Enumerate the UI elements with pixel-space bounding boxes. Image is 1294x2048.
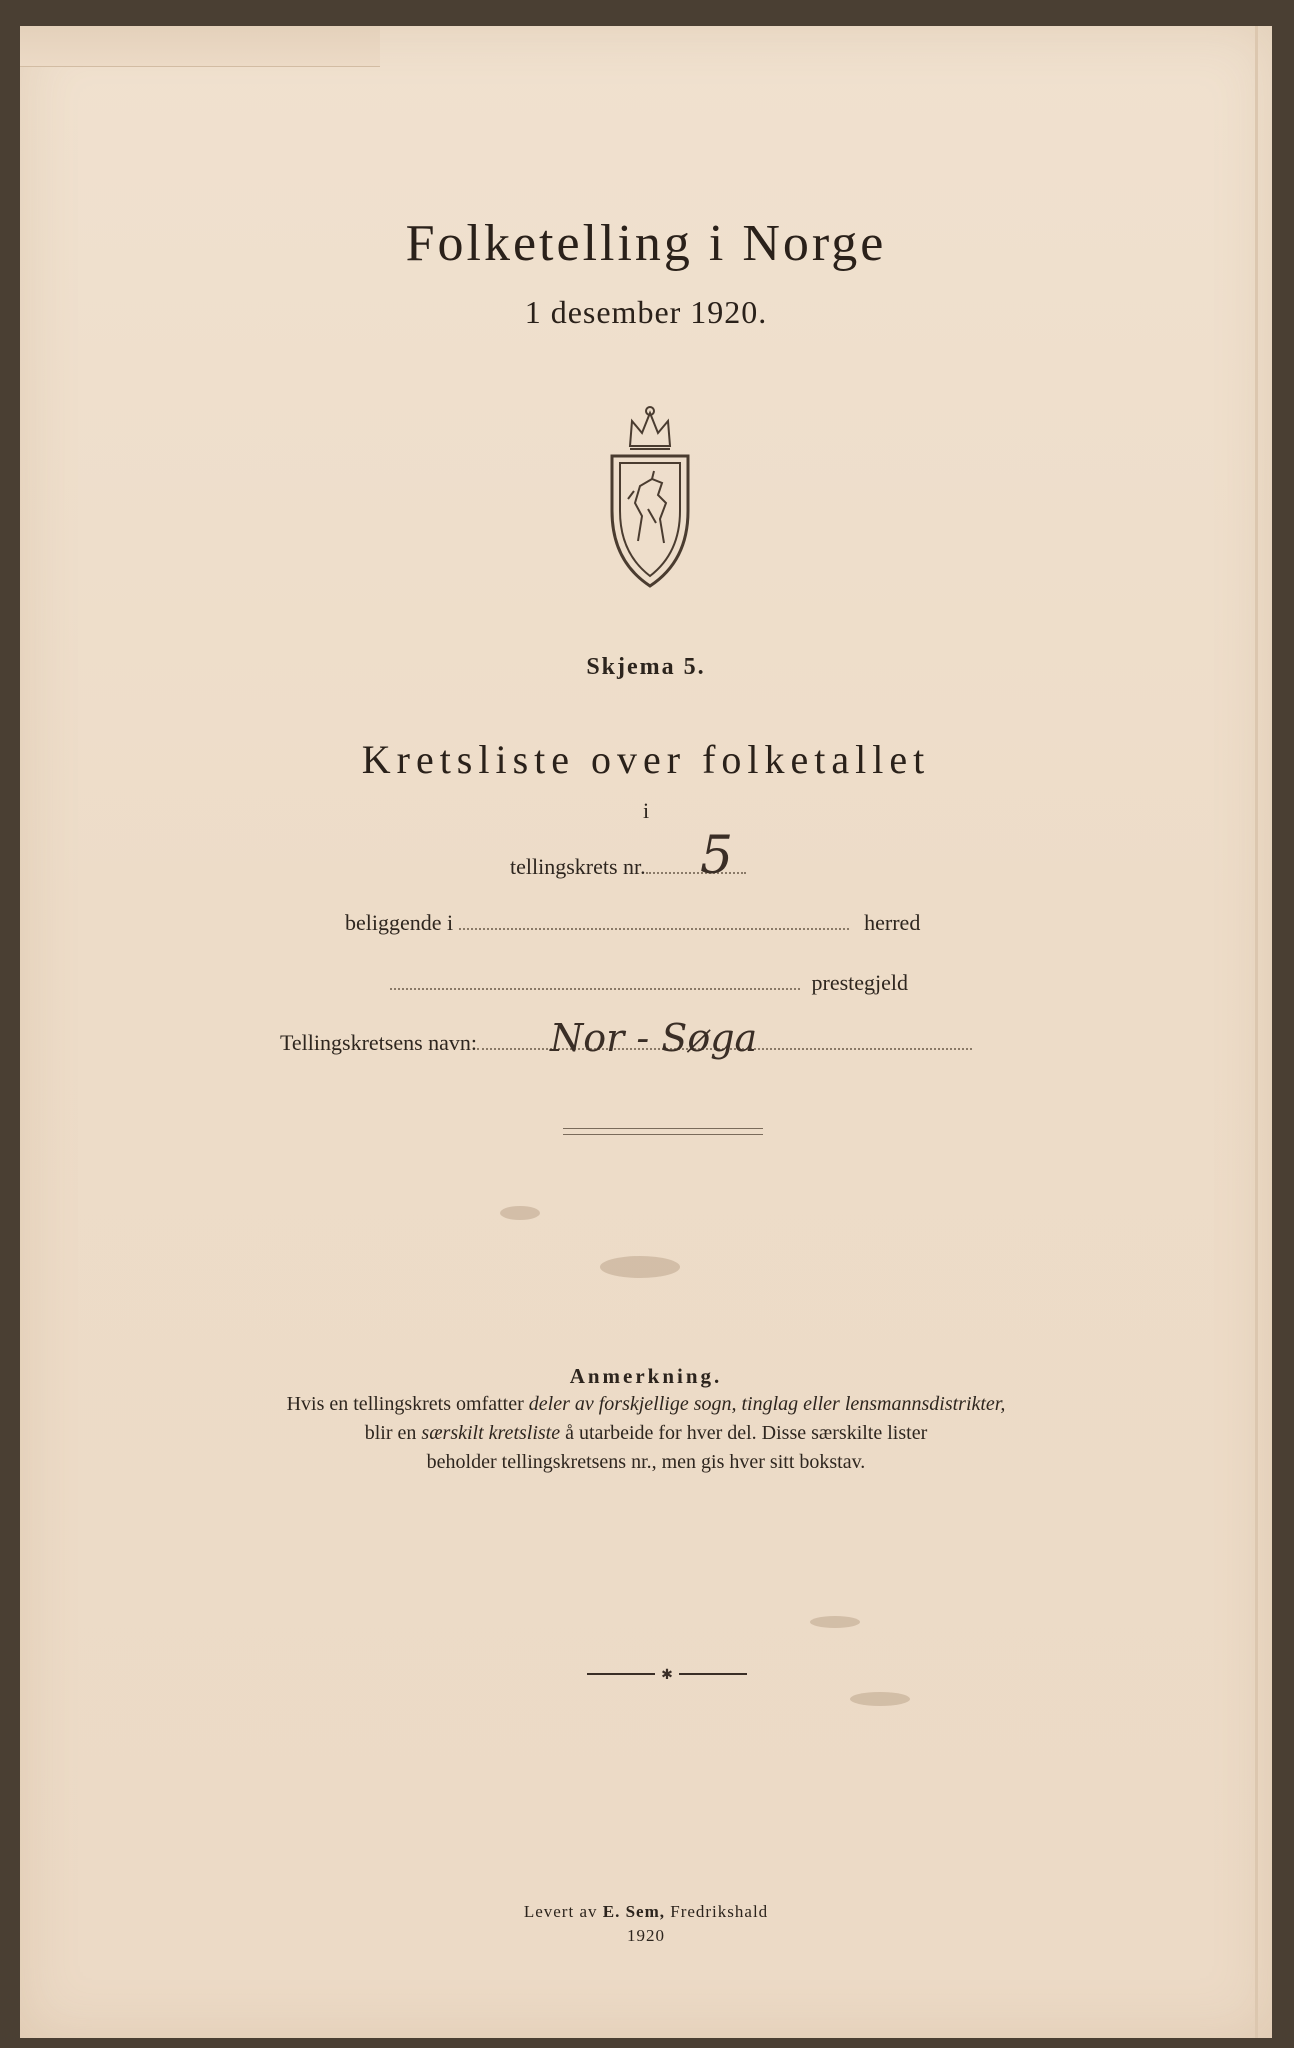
folded-corner <box>20 26 380 67</box>
stain-mark <box>810 1616 860 1628</box>
ornament-divider-icon <box>587 1668 747 1680</box>
svg-text:✱: ✱ <box>661 1668 673 1680</box>
located-label: beliggende i <box>345 910 454 935</box>
stain-mark <box>600 1256 680 1278</box>
district-number-handwritten: 5 <box>700 826 734 886</box>
form-subtitle: Kretsliste over folketallet <box>361 737 931 782</box>
schema-label: Skjema 5. <box>586 654 706 680</box>
note-heading: Anmerkning. <box>569 1364 723 1388</box>
note-line-3: beholder tellingskretsens nr., men gis hver sitt bokstav. <box>426 1451 866 1473</box>
district-name-label: Tellingskretsens navn: <box>280 1030 478 1055</box>
divider-rule <box>563 1134 763 1135</box>
stain-mark <box>500 1206 540 1220</box>
located-field[interactable] <box>459 928 849 930</box>
printer-imprint: Levert av E. Sem, Fredrikshald 1920 <box>20 1900 1272 1948</box>
parish-field[interactable] <box>390 988 800 990</box>
divider-rule <box>563 1128 763 1129</box>
census-date: 1 desember 1920. <box>524 294 768 330</box>
note-line-2: blir en særskilt kretsliste å utarbeide for hver del. Disse særskilte lister <box>364 1422 928 1444</box>
imprint-year: 1920 <box>627 1926 665 1945</box>
coat-of-arms-icon <box>590 391 710 591</box>
note-body <box>170 1390 1122 1477</box>
herred-label: herred <box>864 910 921 935</box>
located-row <box>345 910 920 936</box>
note-line-1: Hvis en tellingskrets omfatter deler av forskjellige sogn, tinglag eller lensmannsdistrikter, <box>286 1393 1006 1415</box>
census-form-page <box>20 26 1272 2038</box>
preposition-i: i <box>642 798 650 823</box>
district-number-label: tellingskrets nr. <box>510 854 646 879</box>
stain-mark <box>850 1692 910 1706</box>
district-name-handwritten: Nor - Søga <box>550 1016 758 1060</box>
parish-row <box>390 970 908 996</box>
parish-label: prestegjeld <box>811 970 909 995</box>
page-title: Folketelling i Norge <box>405 215 887 272</box>
